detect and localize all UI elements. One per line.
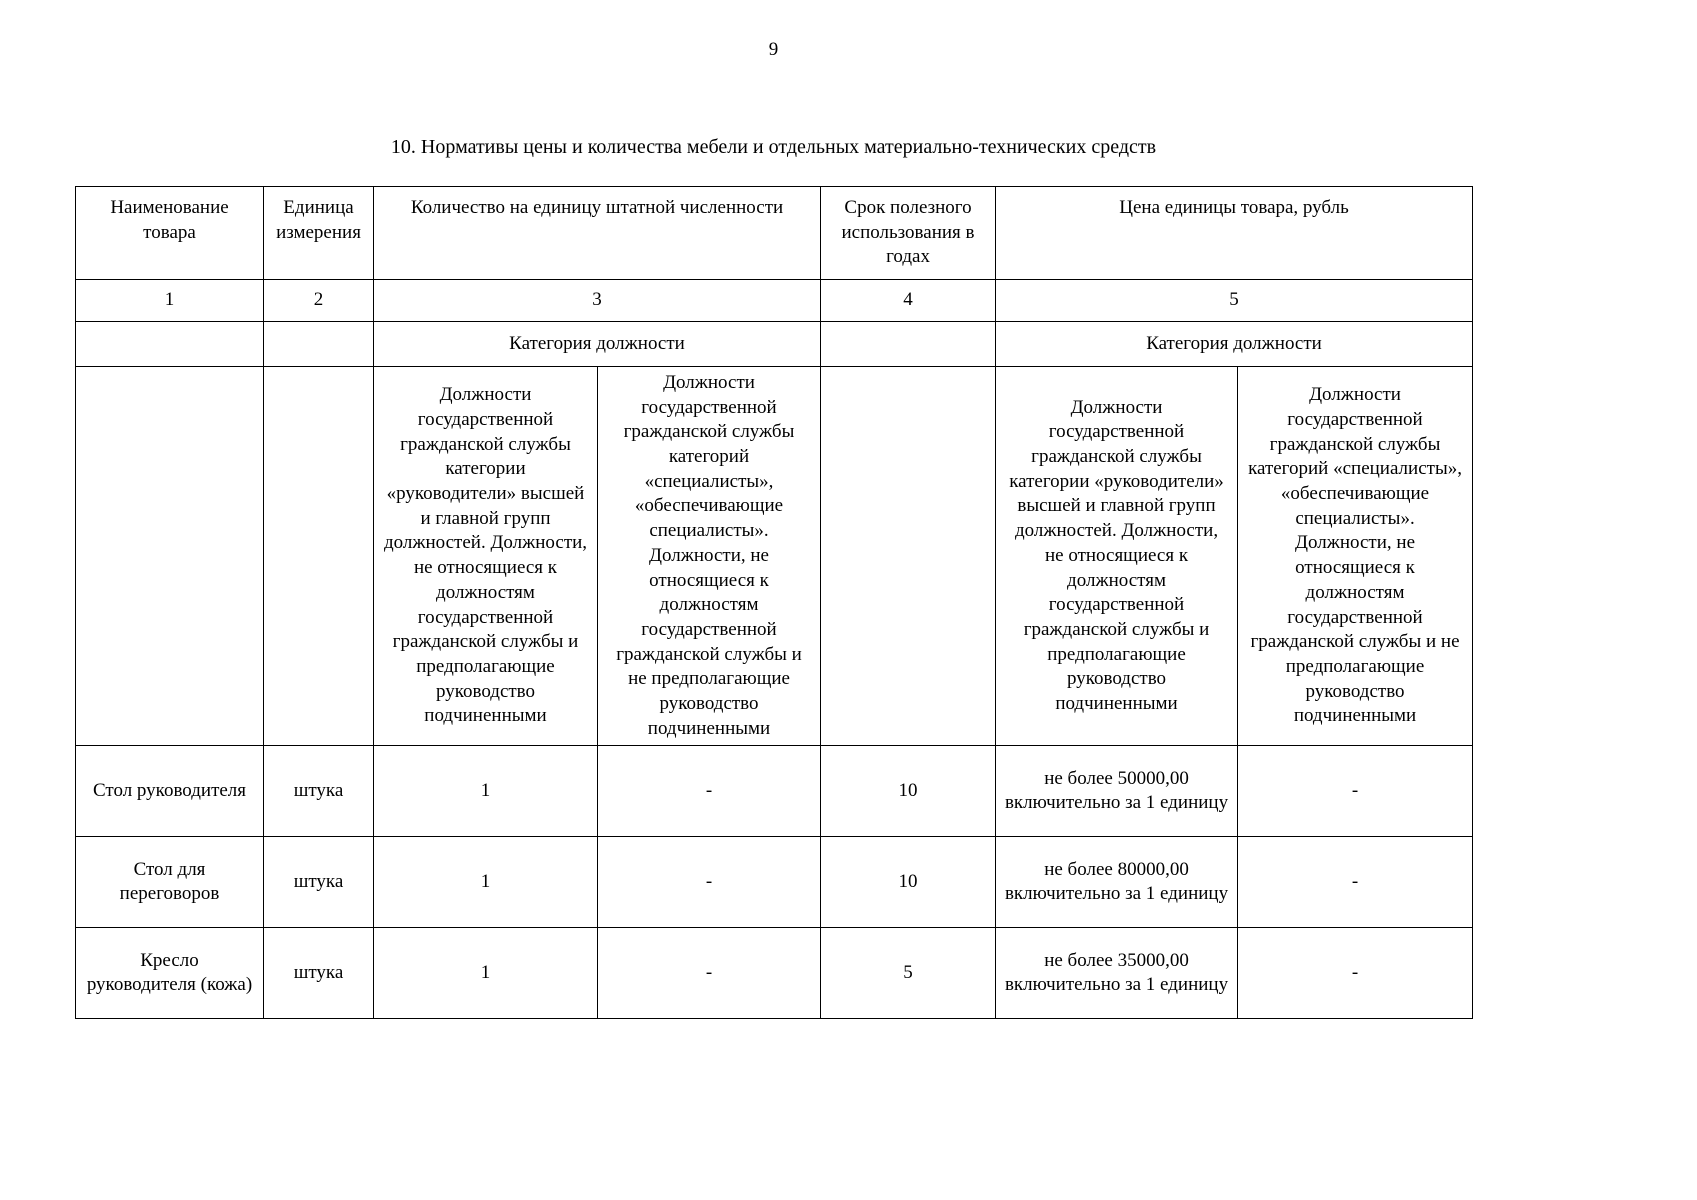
header-product-name: Наименование товара <box>76 187 264 280</box>
cell-price-specialists: - <box>1238 837 1473 928</box>
cell-qty-managers: 1 <box>374 928 598 1019</box>
header-quantity: Количество на единицу штатной численности <box>374 187 821 280</box>
category-header-price: Категория должности <box>996 322 1473 367</box>
cell-unit: штука <box>264 746 374 837</box>
cell-useful-life: 10 <box>821 837 996 928</box>
column-number-1: 1 <box>76 280 264 322</box>
column-number-5: 5 <box>996 280 1473 322</box>
cell-product-name: Кресло руководителя (кожа) <box>76 928 264 1019</box>
column-number-4: 4 <box>821 280 996 322</box>
table-row <box>76 746 1473 837</box>
table-row <box>76 928 1473 1019</box>
empty-cell <box>821 322 996 367</box>
subheader-quantity-specialists: Должности государственной гражданской службы категорий «специалисты», «обеспечивающие специалисты». Должности, не относящиеся к должностям государственной гражданской службы и не предполагающие руководство подчиненными <box>598 367 821 746</box>
cell-useful-life: 10 <box>821 746 996 837</box>
document-title: 10. Нормативы цены и количества мебели и отдельных материально-технических средств <box>390 136 1157 158</box>
empty-cell <box>821 367 996 746</box>
category-row <box>76 322 1473 367</box>
cell-price-managers: не более 35000,00 включительно за 1 единицу <box>996 928 1238 1019</box>
subheader-quantity-managers: Должности государственной гражданской службы категории «руководители» высшей и главной групп должностей. Должности, не относящиеся к должностям государственной гражданской службы и предполагающие руководство подчиненными <box>374 367 598 746</box>
cell-product-name: Стол руководителя <box>76 746 264 837</box>
subheader-row <box>76 367 1473 746</box>
column-number-3: 3 <box>374 280 821 322</box>
subheader-price-specialists: Должности государственной гражданской службы категорий «специалисты», «обеспечивающие специалисты». Должности, не относящиеся к должностям государственной гражданской службы и не предполагающие руководство подчиненными <box>1238 367 1473 746</box>
empty-cell <box>264 367 374 746</box>
norms-table <box>75 186 1473 1019</box>
page-number: 9 <box>768 39 779 60</box>
empty-cell <box>76 322 264 367</box>
column-number-2: 2 <box>264 280 374 322</box>
header-useful-life: Срок полезного использования в годах <box>821 187 996 280</box>
cell-unit: штука <box>264 837 374 928</box>
column-numbers-row <box>76 280 1473 322</box>
page-content <box>75 0 1472 1019</box>
header-unit: Единица измерения <box>264 187 374 280</box>
empty-cell <box>76 367 264 746</box>
header-row <box>76 187 1473 280</box>
cell-qty-specialists: - <box>598 928 821 1019</box>
header-price: Цена единицы товара, рубль <box>996 187 1473 280</box>
cell-qty-specialists: - <box>598 837 821 928</box>
cell-product-name: Стол для переговоров <box>76 837 264 928</box>
cell-qty-managers: 1 <box>374 837 598 928</box>
cell-unit: штука <box>264 928 374 1019</box>
table-row <box>76 837 1473 928</box>
cell-useful-life: 5 <box>821 928 996 1019</box>
subheader-price-managers: Должности государственной гражданской службы категории «руководители» высшей и главной групп должностей. Должности, не относящиеся к должностям государственной гражданской службы и предполагающие руководство подчиненными <box>996 367 1238 746</box>
cell-price-specialists: - <box>1238 928 1473 1019</box>
cell-qty-managers: 1 <box>374 746 598 837</box>
cell-price-managers: не более 50000,00 включительно за 1 единицу <box>996 746 1238 837</box>
cell-price-specialists: - <box>1238 746 1473 837</box>
empty-cell <box>264 322 374 367</box>
cell-qty-specialists: - <box>598 746 821 837</box>
category-header-quantity: Категория должности <box>374 322 821 367</box>
cell-price-managers: не более 80000,00 включительно за 1 единицу <box>996 837 1238 928</box>
